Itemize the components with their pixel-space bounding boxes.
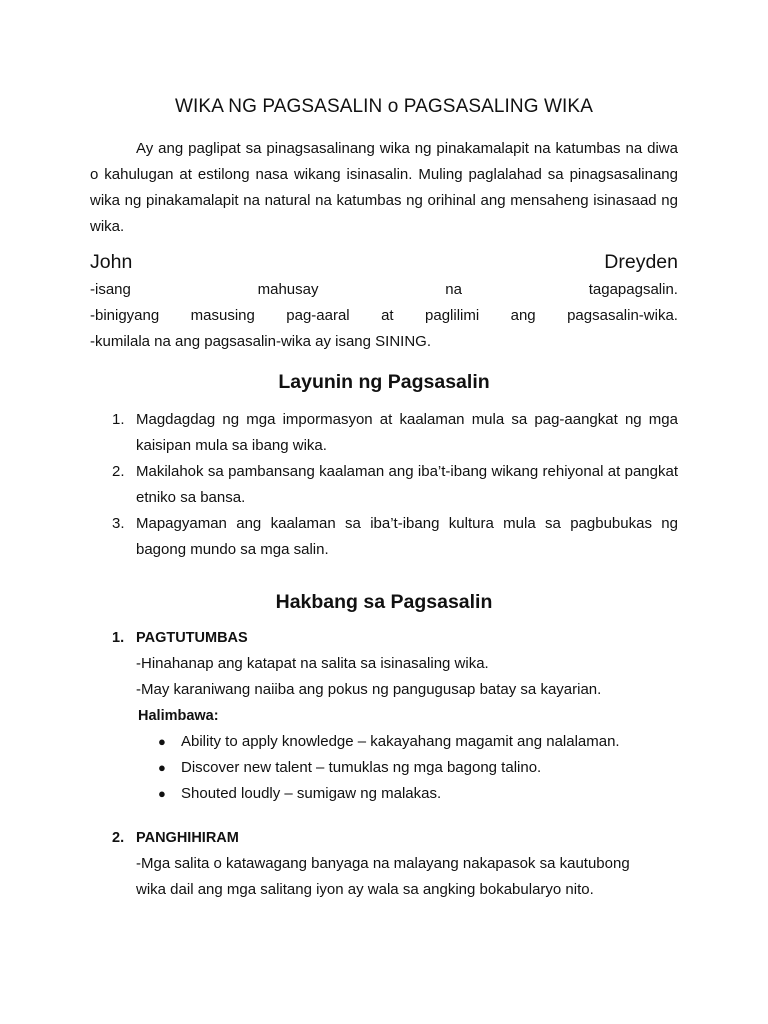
bullet-icon: ● [158, 734, 166, 749]
goals-list [90, 407, 678, 563]
trait-word: pagsasalin-wika. [567, 307, 678, 324]
trait-word: na [445, 281, 462, 298]
document-content [90, 92, 678, 903]
person-name [90, 247, 678, 277]
step-number: 2. [112, 830, 125, 846]
page-title: WIKA NG PAGSASALIN o PAGSASALING WIKA [175, 96, 593, 117]
bullet-icon: ● [158, 786, 166, 801]
trait-word: -isang [90, 281, 131, 298]
step-title [90, 625, 678, 651]
step-line: -Mga salita o katawagang banyaga na malayang nakapasok sa kautubong [136, 855, 630, 872]
step-2 [90, 825, 678, 903]
step-number: 1. [112, 630, 125, 646]
trait-word: masusing [190, 307, 255, 324]
trait-word: -binigyang [90, 307, 160, 324]
trait-word: mahusay [257, 281, 319, 298]
list-number: 2. [112, 463, 125, 480]
step-line: -Hinahanap ang katapat na salita sa isinasaling wika. [136, 655, 489, 672]
trait-word: pag-aaral [286, 307, 350, 324]
bullet-icon: ● [158, 760, 166, 775]
list-item [90, 511, 678, 563]
example-text: Shouted loudly – sumigaw ng malakas. [181, 785, 442, 802]
list-item [90, 407, 678, 459]
trait-word: ang [510, 307, 536, 324]
list-number: 1. [112, 411, 125, 428]
list-item [90, 755, 678, 781]
list-item-text: Mapagyaman ang kaalaman sa iba’t-ibang kultura mula sa pagbubukas ng bagong mundo sa mga salin. [136, 515, 678, 558]
trait-line-3: -kumilala na ang pagsasalin-wika ay isang SINING. [90, 333, 431, 350]
trait-word: tagapagsalin. [588, 281, 678, 298]
list-item [90, 781, 678, 807]
example-text: Ability to apply knowledge – kakayahang magamit ang nalalaman. [181, 733, 620, 750]
list-item [90, 459, 678, 511]
trait-word: paglilimi [425, 307, 480, 324]
step-1 [90, 625, 678, 807]
list-item-text: Magdagdag ng mga impormasyon at kaalaman mula sa pag-aangkat ng mga kaisipan mula sa ibang wika. [136, 411, 678, 454]
list-item-text: Makilahok sa pambansang kaalaman ang iba’t-ibang wikang rehiyonal at pangkat etniko sa bansa. [136, 463, 678, 506]
intro-paragraph: Ay ang paglipat sa pinagsasalinang wika ng pinakamalapit na katumbas na diwa o kahulugan at estilong nasa wikang isinasalin. Muling paglalahad sa pinagsasalinang wika ng pinakamalapit na natural na katumbas ng orihinal ang mensaheng isinasaad ng wika. [90, 140, 678, 235]
step-title-text: PAGTUTUMBAS [136, 630, 248, 646]
list-number: 3. [112, 515, 125, 532]
trait-word: at [381, 307, 394, 324]
step-title-text: PANGHIHIRAM [136, 830, 239, 846]
step-title [90, 825, 678, 851]
person-first-name: John [90, 251, 133, 273]
example-label: Halimbawa: [138, 708, 219, 724]
steps-heading: Hakbang sa Pagsasalin [275, 591, 493, 613]
step-line: -May karaniwang naiiba ang pokus ng pangugusap batay sa kayarian. [136, 681, 602, 698]
examples-list [90, 729, 678, 807]
trait-line-1 [90, 277, 678, 303]
list-item [90, 729, 678, 755]
step-line: wika dail ang mga salitang iyon ay wala sa angking bokabularyo nito. [136, 881, 594, 898]
example-text: Discover new talent – tumuklas ng mga bagong talino. [181, 759, 542, 776]
person-traits [90, 277, 678, 355]
trait-line-2 [90, 303, 678, 329]
person-last-name: Dreyden [604, 251, 678, 273]
goals-heading: Layunin ng Pagsasalin [278, 371, 490, 393]
